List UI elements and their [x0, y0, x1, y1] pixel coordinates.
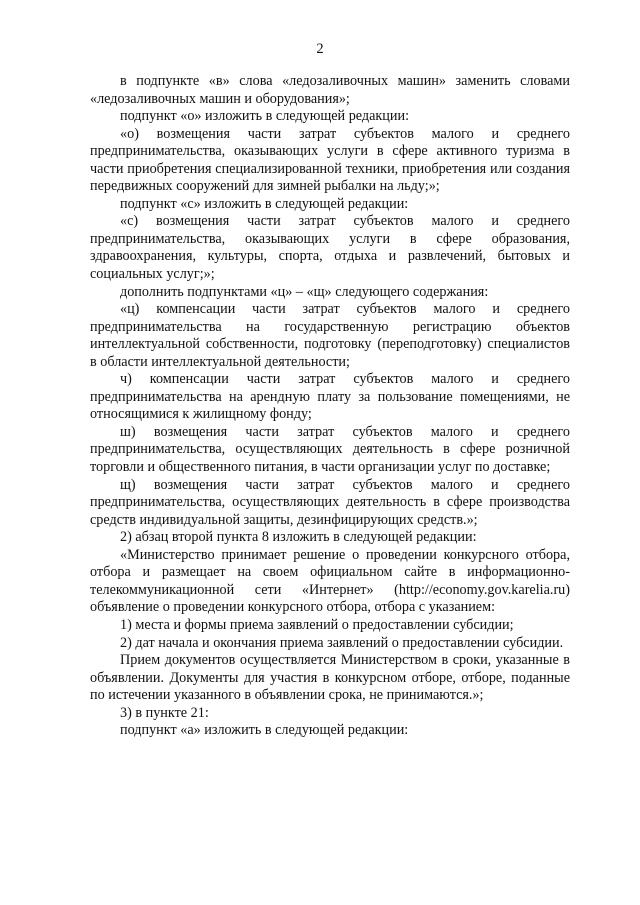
paragraph: «о) возмещения части затрат субъектов малого и среднего предпринимательства, оказывающих услуги в сфере активного туризма в части приобретения специализированной техники, приобретения или создания передвижных сооружений для зимней рыбалки на льду;»;	[90, 125, 570, 195]
paragraph: ш) возмещения части затрат субъектов малого и среднего предпринимательства, осуществляющих деятельность в сфере розничной торговли и общественного питания, в части организации услуг по доставке;	[90, 423, 570, 476]
paragraph: «с) возмещения части затрат субъектов малого и среднего предпринимательства, оказывающих услуги в сфере образования, здравоохранения, культуры, спорта, отдыха и развлечений, бытовых и социальных услуг;»;	[90, 213, 570, 283]
paragraph: «Министерство принимает решение о проведении конкурсного отбора, отбора и размещает на своем официальном сайте в информационно-телекоммуникационной сети «Интернет» (http://economy.gov.karelia.ru) объявление о проведении конкурсного отбора, отбора с указанием:	[90, 546, 570, 616]
paragraph: ч) компенсации части затрат субъектов малого и среднего предпринимательства на арендную плату за пользование помещениями, не относящимися к жилищному фонду;	[90, 371, 570, 423]
paragraph: Прием документов осуществляется Министерством в сроки, указанные в объявлении. Документы для участия в конкурсном отборе, отборе, поданные по истечении указанного в объявлении срока, не принимаются.»;	[90, 652, 570, 704]
paragraph: подпункт «а» изложить в следующей редакции:	[120, 722, 409, 739]
document-body	[90, 73, 570, 740]
paragraph: 2) абзац второй пункта 8 изложить в следующей редакции:	[120, 529, 477, 546]
paragraph: 2) дат начала и окончания приема заявлений о предоставлении субсидии.	[120, 634, 564, 651]
page-number: 2	[316, 41, 324, 57]
paragraph: дополнить подпунктами «ц» – «щ» следующего содержания:	[120, 283, 489, 300]
paragraph: подпункт «о» изложить в следующей редакции:	[120, 108, 410, 125]
paragraph: 3) в пункте 21:	[120, 704, 209, 721]
paragraph: подпункт «с» изложить в следующей редакции:	[120, 195, 409, 212]
paragraph: щ) возмещения части затрат субъектов малого и среднего предпринимательства, осуществляющих деятельность в сфере производства средств индивидуальной защиты, дезинфицирующих средств.»;	[90, 476, 570, 528]
paragraph: 1) места и формы приема заявлений о предоставлении субсидии;	[120, 616, 514, 633]
paragraph: в подпункте «в» слова «ледозаливочных машин» заменить словами «ледозаливочных машин и оборудования»;	[90, 73, 570, 107]
paragraph: «ц) компенсации части затрат субъектов малого и среднего предпринимательства на государственную регистрацию объектов интеллектуальной собственности, подготовку (переподготовку) специалистов в области интеллектуальной деятельности;	[90, 301, 570, 370]
